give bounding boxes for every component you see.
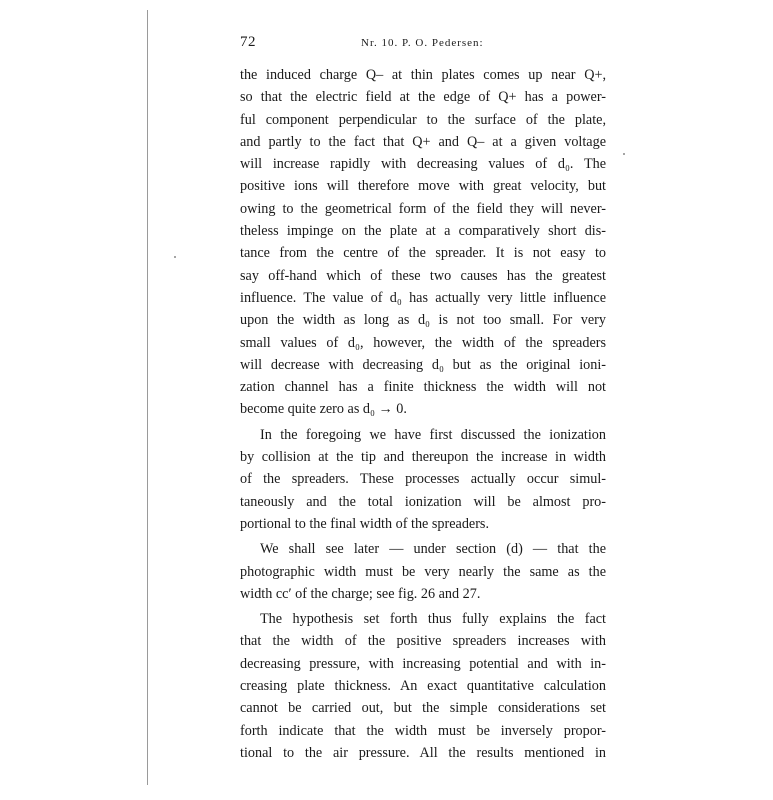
text-line: upon the width as long as d₀ is not too small. For very: [240, 312, 606, 329]
text-line: In the foregoing we have first discussed the ionization: [260, 426, 606, 443]
text-line: positive ions will therefore move with great velocity, but: [240, 178, 606, 195]
text-line: say off-hand which of these two causes has the greatest: [240, 267, 606, 284]
text-line: width cc′ of the charge; see fig. 26 and 27.: [240, 585, 481, 602]
text-line: photographic width must be very nearly the same as the: [240, 563, 606, 580]
text-line: We shall see later — under section (d) — that the: [260, 541, 606, 558]
text-line: portional to the final width of the spreaders.: [240, 515, 490, 532]
text-line: the induced charge Q– at thin plates comes up near Q+,: [240, 67, 606, 83]
text-line: by collision at the tip and thereupon the increase in width: [240, 449, 606, 466]
paragraph-2: [240, 424, 606, 535]
text-line: and partly to the fact that Q+ and Q– at a given voltage: [240, 133, 606, 150]
text-line: influence. The value of d₀ has actually very little influence: [240, 289, 606, 306]
running-head: Nr. 10. P. O. Pedersen:: [361, 37, 484, 49]
body-text: [240, 64, 606, 764]
text-line: theless impinge on the plate at a comparatively short dis-: [240, 223, 606, 240]
text-line: small values of d₀, however, the width of the spreaders: [240, 334, 606, 351]
paragraph-3: [240, 538, 606, 605]
text-line: that the width of the positive spreaders increases with: [240, 633, 606, 650]
text-line: will decrease with decreasing d₀ but as the original ioni-: [240, 356, 606, 373]
text-line: tional to the air pressure. All the results mentioned in: [240, 744, 606, 761]
paragraph-1: [240, 64, 606, 421]
text-line: so that the electric field at the edge of Q+ has a power-: [240, 89, 606, 106]
paragraph-4: [240, 608, 606, 764]
text-line: ful component perpendicular to the surface of the plate,: [240, 111, 606, 128]
text-line: tance from the centre of the spreader. It is not easy to: [240, 245, 606, 262]
text-line: will increase rapidly with decreasing values of d₀. The: [240, 156, 606, 173]
text-line: cannot be carried out, but the simple considerations set: [240, 700, 606, 717]
scan-speck: [174, 256, 176, 258]
text-line: become quite zero as d₀ → 0.: [240, 401, 407, 418]
text-line: zation channel has a finite thickness the width will not: [240, 379, 606, 396]
page-edge-rule: [147, 10, 148, 785]
scan-speck: [623, 153, 625, 155]
page-number: 72: [240, 34, 256, 50]
page-header: [240, 34, 606, 54]
text-line: decreasing pressure, with increasing potential and with in-: [240, 655, 606, 672]
text-line: owing to the geometrical form of the field they will never-: [240, 200, 606, 217]
text-line: of the spreaders. These processes actually occur simul-: [240, 471, 606, 488]
text-line: creasing plate thickness. An exact quantitative calculation: [240, 678, 606, 695]
text-line: forth indicate that the width must be inversely propor-: [240, 722, 606, 739]
text-line: The hypothesis set forth thus fully explains the fact: [260, 611, 606, 628]
text-line: taneously and the total ionization will be almost pro-: [240, 493, 606, 510]
